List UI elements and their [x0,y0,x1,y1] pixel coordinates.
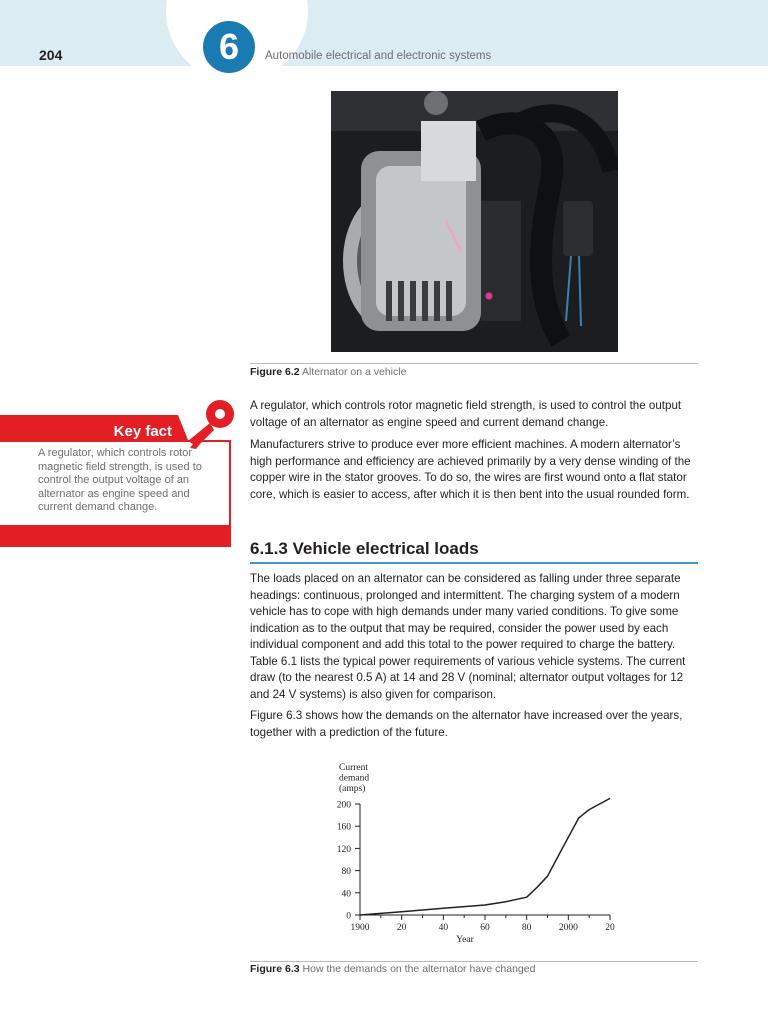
section-heading: 6.1.3 Vehicle electrical loads [250,539,479,558]
section-heading-rule [250,562,698,564]
x-axis-label: Year [456,935,474,945]
current-demand-chart [320,758,640,950]
y-axis-label: (amps) [339,784,366,794]
body-paragraph-4: Figure 6.3 shows how the demands on the alternator have increased over the years, together with a prediction of the future. [250,709,683,739]
figure-6-3-rule [250,961,698,962]
y-tick-label: 0 [346,911,351,922]
page-number: 204 [39,47,63,63]
y-tick-label: 80 [341,867,351,878]
x-tick-label: 40 [438,923,449,933]
figure-6-2-text: Alternator on a vehicle [301,366,407,378]
figure-6-3-caption [250,963,535,975]
chapter-number-badge: 6 [203,21,255,73]
y-tick-label: 160 [336,822,351,833]
y-axis-label: demand [339,773,370,784]
x-tick-label: 20 [396,923,407,933]
x-tick-label: 60 [480,923,490,933]
x-tick-label: 1900 [350,923,370,933]
series-line-0 [360,798,610,915]
body-paragraph-2: Manufacturers strive to produce ever more efficient machines. A modern alternator’s high performance and efficiency are achieved primarily by a very dense winding of the copper wire in the stator grooves. To do so, the wires are first wound onto a flat stator core, which is easier to access, after which it is then bent into the usual rounded form. [250,438,691,501]
key-fact-title: Key fact [113,423,172,440]
y-tick-label: 200 [336,800,351,811]
y-tick-label: 120 [336,844,351,855]
alternator-photo [331,91,618,352]
x-tick-label: 20 [605,923,615,933]
x-tick-label: 2000 [558,923,578,933]
body-paragraph-3: The loads placed on an alternator can be considered as falling under three separate headings: continuous, prolonged and intermittent. The charging system of a modern vehicle has to cope with high demands under many varied conditions. To give some indication as to the output that may be required, consider the power used by each individual component and add this total to the power required to charge the battery. Table 6.1 lists the typical power requirements of various vehicle systems. The current draw (to the nearest 0.5 A) at 14 and 28 V (nominal; alternator output voltages for 12 and 24 V systems) is also given for comparison. [250,572,686,701]
x-tick-label: 80 [521,923,532,933]
figure-6-3-label: Figure 6.3 [250,963,300,975]
key-fact-text: A regulator, which controls rotor magnetic field strength, is used to control the output voltage of an alternator as engine speed and current demand change. [38,447,202,514]
body-paragraph-1: A regulator, which controls rotor magnetic field strength, is used to control the output voltage of an alternator as engine speed and current demand change. [250,399,682,429]
figure-6-2-rule [250,363,698,364]
running-head: Automobile electrical and electronic systems [265,50,492,62]
y-axis-label: Current [339,763,369,773]
figure-6-3-text: How the demands on the alternator have changed [302,963,536,975]
y-tick-label: 40 [341,889,351,900]
figure-6-2-caption [250,366,406,378]
figure-6-2-label: Figure 6.2 [250,366,300,378]
